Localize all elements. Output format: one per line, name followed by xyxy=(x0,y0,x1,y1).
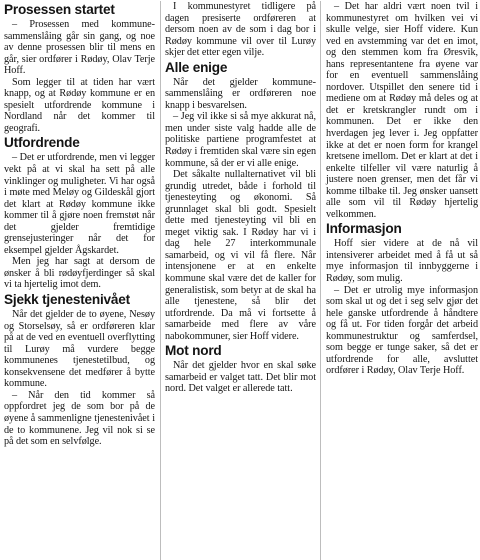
paragraph: Når det gjelder de to øyene, Nesøy og Storselsøy, så er ordføreren klar på at de ved en eventuell overflytting til Lurøy må vurdere begge kommunenes tjenestetilbud, og konsekvensene det medfører å bytte kommune. xyxy=(4,309,155,390)
subheading-prosessen-startet: Prosessen startet xyxy=(4,2,115,17)
paragraph: Men jeg har sagt at dersom de ønsker å bli rødøyfjerdinger så skal vi ta hjertelig imot dem. xyxy=(4,256,155,291)
subheading-sjekk-tjenestenivaet: Sjekk tjenestenivået xyxy=(4,292,130,308)
paragraph: Hoff sier videre at de nå vil intensiverer arbeidet med å få ut så mye informasjon til innbyggerne i Rødøy, som mulig. xyxy=(326,238,478,285)
subheading-informasjon: Informasjon xyxy=(326,221,402,237)
subheading-mot-nord: Mot nord xyxy=(165,343,222,359)
paragraph: Når det gjelder hvor en skal søke samarbeid er valget tatt. Det blir mot nord. Det valget er allerede tatt. xyxy=(165,360,316,395)
paragraph: – Når den tid kommer så oppfordret jeg de som bor på de øyene å sammenligne tjenestenivået i de to kommunene. Jeg vil nok si se på det som en selvfølge. xyxy=(4,389,155,448)
article-column-2 xyxy=(160,1,320,560)
paragraph: Det såkalte nullalternativet vil bli grundig utredet, både i forhold til tjenesteyting og økonomi. Så grunnlaget skal bli godt. Spesielt dette med tjenesteyting vil bli en meget viktig sak. I Rødøy har vi i dag hele 27 interkommunale samarbeid, og vi vil få flere. Når intensjonene er at en enkelte kommune skal være det de kaller for generalistisk, som betyr at de skal ha alle tjenestene, så blir det utfordrende. Da må vi fortsette å samarbeide med flere av våre nabokommuner, sier Hoff videre. xyxy=(165,169,316,342)
paragraph: Når det gjelder kommunesammenslåing er ordføreren noe knapp i besvarelsen. xyxy=(165,76,316,111)
paragraph: – Jeg vil ikke si så mye akkurat nå, men under siste valg hadde alle de politiske partiene programfestet at Rødøy i fremtiden skal være sin egen kommune, så der er vi alle enige. xyxy=(165,111,316,169)
paragraph: Som legger til at tiden har vært knapp, og at Rødøy kommune er en spesielt utfordrende kommune i Nordland når det kommer til geografi. xyxy=(4,76,155,134)
article-column-3 xyxy=(320,1,478,560)
paragraph: – Det har aldri vært noen tvil i kommunestyret om hvilken vei vi skulle velge, sier Hoff videre. Kun ved en avstemming var det en imot, og den stemmen kom fra Øresvik, hans representantene fra øyene var for en eventuell sammenslåing nordover. Utspillet den senere tid i mediene om at Rødøy må deles og at det er kretskrangler rundt om i kommunen. Det er ikke den hverdagen jeg lever i. Jeg oppfatter ikke at det er noen form for krangel kretsene imellom. Det er klart at det i enkelte tilfeller vil være naturlig å justere noen grenser, men det får vi komme tilbake til. Jeg ønsker uansett alle som vil til Rødøy hjertelig velkommen. xyxy=(326,1,478,220)
paragraph: – Det er utfordrende, men vi legger vekt på at vi skal ha sett på alle vinklinger og muligheter. Vi har også i møte med Meløy og Gildeskål gjort det klart at Rødøy kommune ikke kommer til å gjøre noen fremstøt når det gjelder fremtidige grensejusteringer når det for eksempel gjelder Ågskardet. xyxy=(4,152,155,256)
paragraph: – Det er utrolig mye informasjon som skal ut og det i seg selv gjør det hele ganske utfordrende å håndtere og få ut. For tiden forgår det arbeid kommunestruktur og samferdsel, som begge er tunge saker, så det er utfordrende for alle, avsluttet ordfører i Rødøy, Olav Terje Hoff. xyxy=(326,284,478,377)
paragraph: I kommunestyret tidligere på dagen presiserte ordføreren at dersom noen av de som i dag bor i Rødøy kommune vil over til Lurøy skjer det etter egen vilje. xyxy=(165,1,316,59)
subheading-alle-enige: Alle enige xyxy=(165,59,228,75)
subheading-utfordrende: Utfordrende xyxy=(4,135,80,151)
paragraph: – Prosessen med kommunesammenslåing går sin gang, og noe av denne prosessen blir til mens en går, sier ordfører i Rødøy, Olav Terje Hoff. xyxy=(4,19,155,77)
article-column-1 xyxy=(4,1,160,560)
